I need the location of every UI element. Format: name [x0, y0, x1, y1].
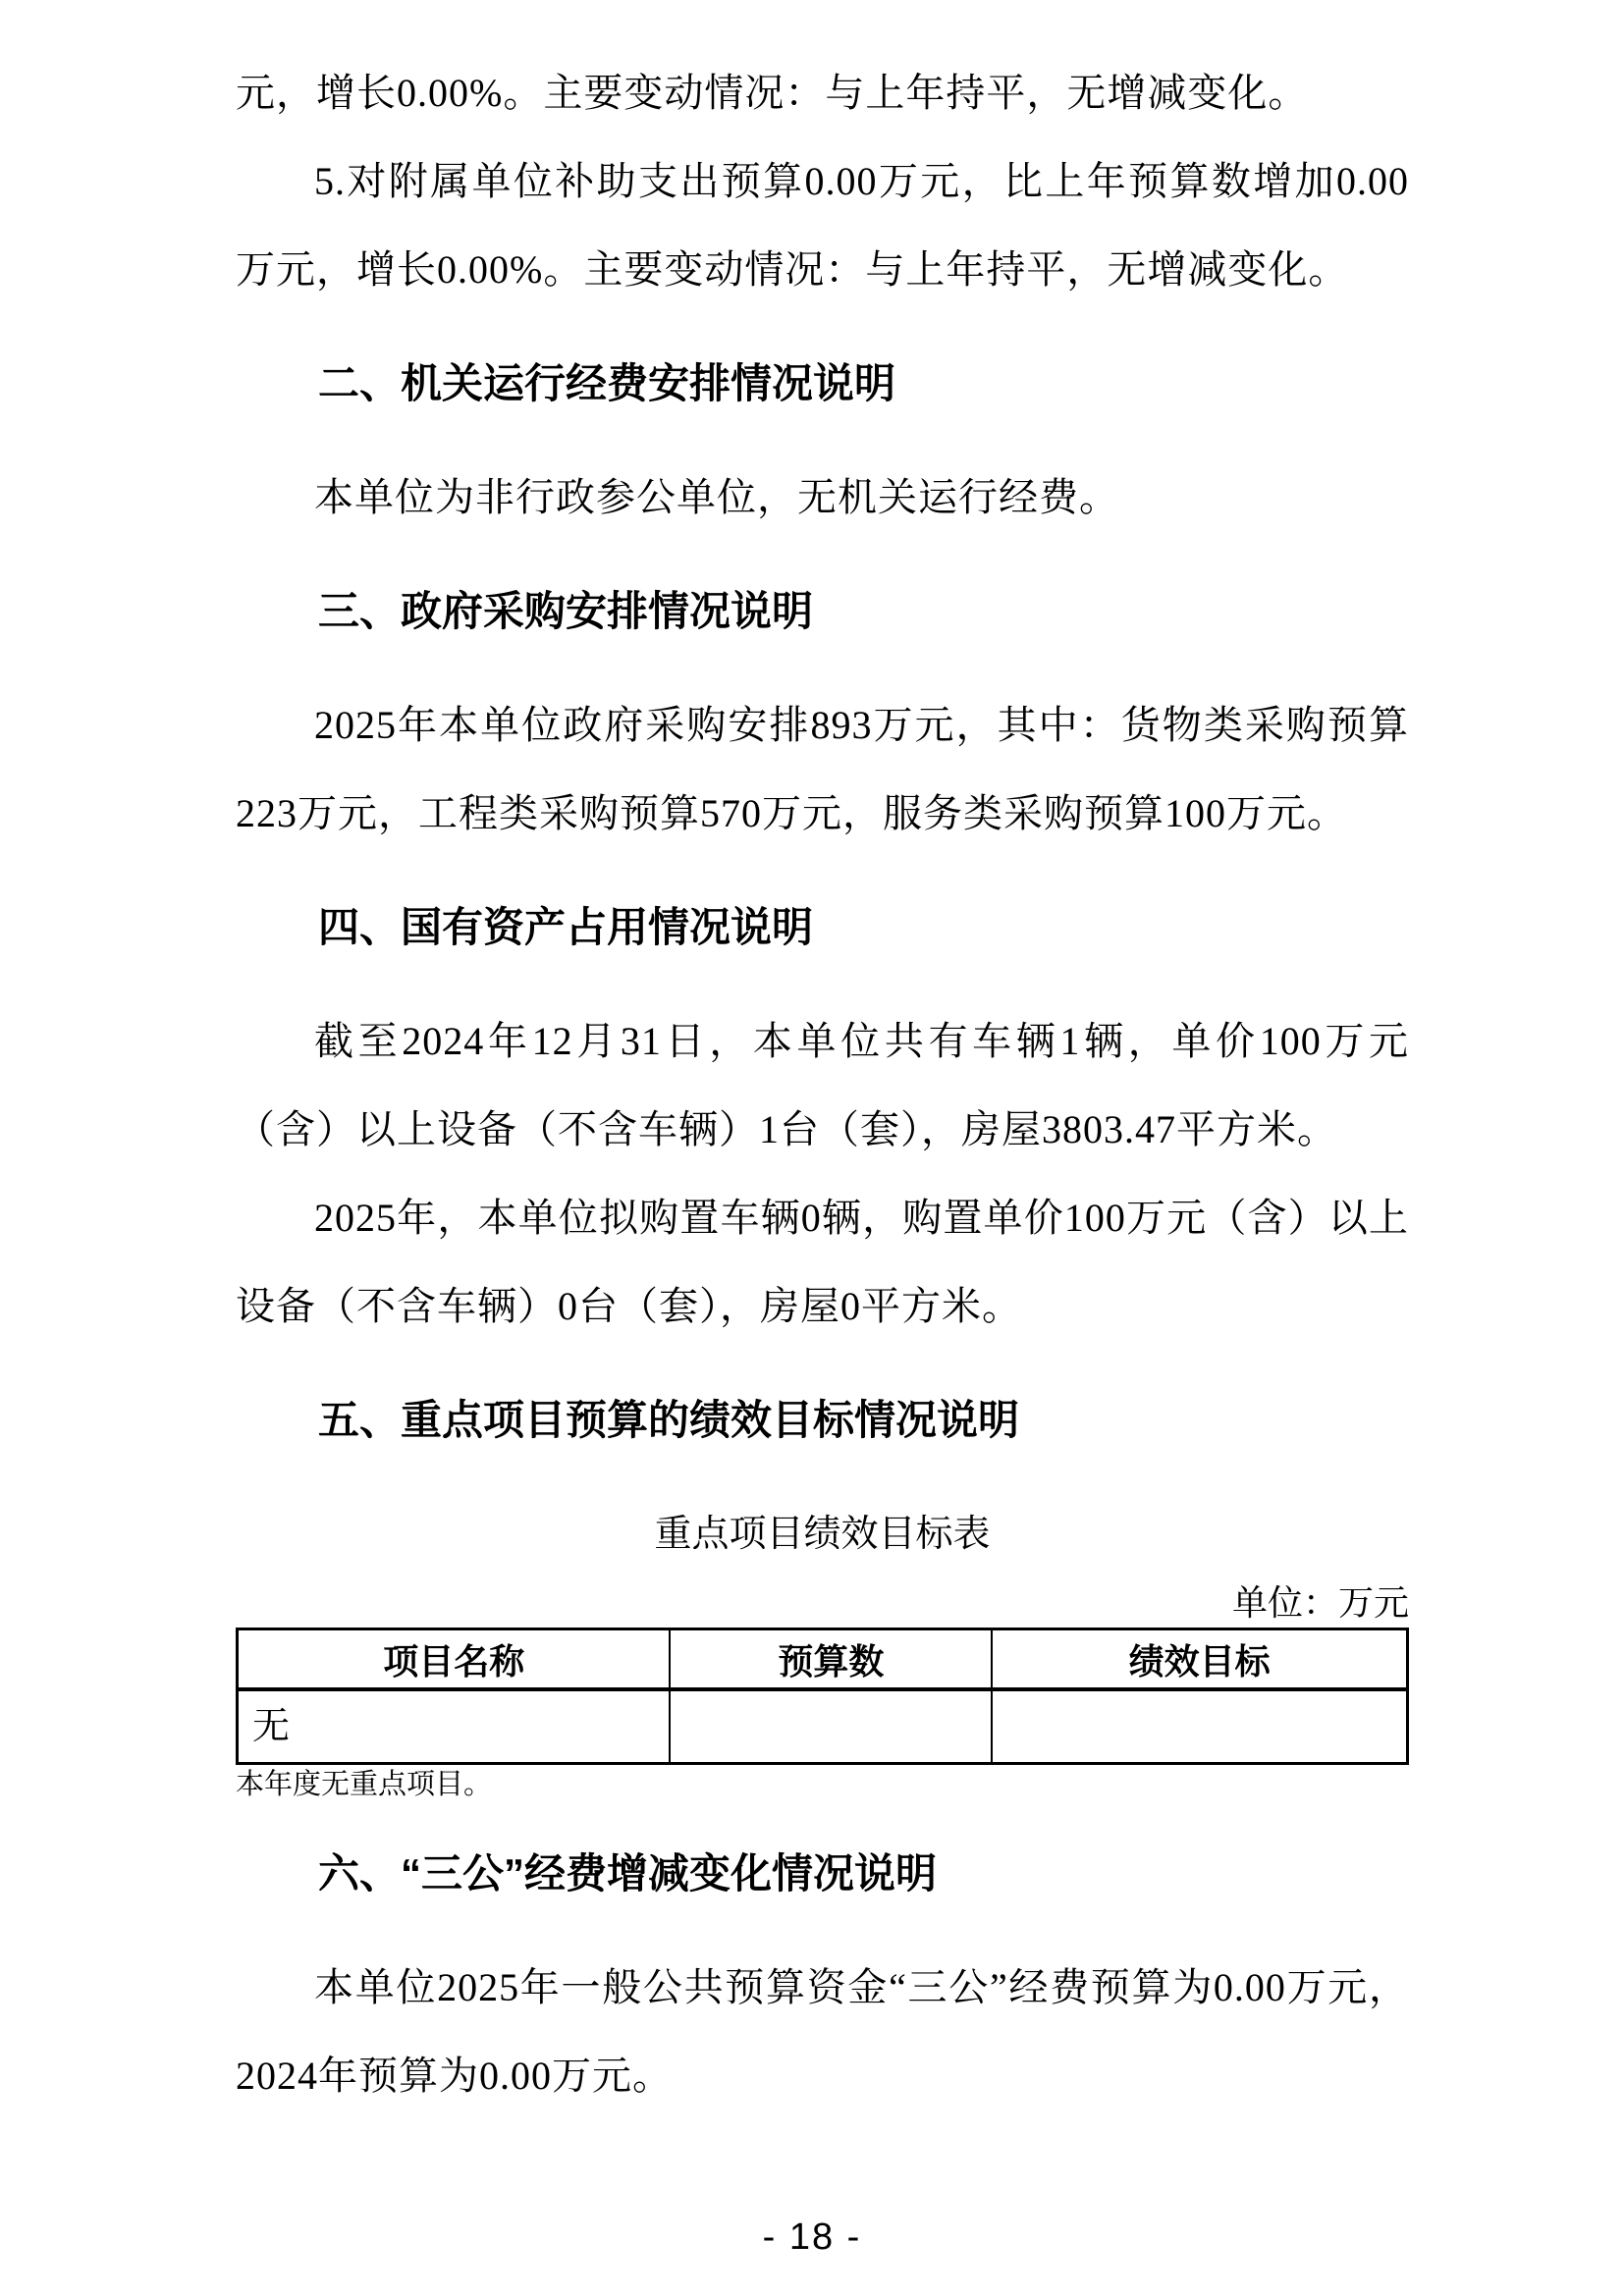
paragraph-section4-current-assets: 截至2024年12月31日，本单位共有车辆1辆，单价100万元（含）以上设备（不含车辆）1台（套），房屋3803.47平方米。: [236, 1019, 1409, 1151]
section-heading-5-key-project-performance: 五、重点项目预算的绩效目标情况说明: [318, 1397, 1020, 1443]
section-heading-6-three-public-expenses: 六、“三公”经费增减变化情况说明: [318, 1850, 938, 1896]
paragraph-overflow-from-previous-page: 元，增长0.00%。主要变动情况：与上年持平，无增减变化。: [236, 71, 1309, 115]
table-footnote: 本年度无重点项目。: [236, 1769, 493, 1800]
table-header-row: [238, 1629, 1408, 1690]
performance-table-title: 重点项目绩效目标表: [654, 1514, 991, 1555]
section-heading-4-state-assets: 四、国有资产占用情况说明: [318, 904, 814, 950]
table-cell-performance-target: [992, 1689, 1407, 1764]
section-heading-2-operating-expenses: 二、机关运行经费安排情况说明: [318, 360, 896, 406]
paragraph-section4-planned-purchases: 2025年，本单位拟购置车辆0辆，购置单价100万元（含）以上设备（不含车辆）0台（套），房屋0平方米。: [236, 1196, 1409, 1328]
table-cell-budget-amount: [670, 1689, 992, 1764]
table-header-budget-amount: 预算数: [670, 1629, 992, 1690]
table-row: [238, 1689, 1408, 1764]
key-project-performance-table: [236, 1628, 1409, 1765]
paragraph-section3: 2025年本单位政府采购安排893万元，其中：货物类采购预算223万元，工程类采购预算570万元，服务类采购预算100万元。: [236, 703, 1409, 835]
paragraph-item5-subsidy-expenditure: 5.对附属单位补助支出预算0.00万元，比上年预算数增加0.00万元，增长0.00%。主要变动情况：与上年持平，无增减变化。: [236, 159, 1409, 292]
paragraph-section2: 本单位为非行政参公单位，无机关运行经费。: [314, 475, 1119, 519]
section-heading-3-government-procurement: 三、政府采购安排情况说明: [318, 588, 814, 634]
table-cell-project-name: 无: [238, 1689, 671, 1764]
table-header-project-name: 项目名称: [238, 1629, 671, 1690]
page-number: - 18 -: [762, 2216, 862, 2258]
table-header-performance-target: 绩效目标: [992, 1629, 1407, 1690]
paragraph-section6: 本单位2025年一般公共预算资金“三公”经费预算为0.00万元，2024年预算为0.00万元。: [236, 1965, 1409, 2098]
table-unit-label: 单位：万元: [1231, 1583, 1409, 1623]
